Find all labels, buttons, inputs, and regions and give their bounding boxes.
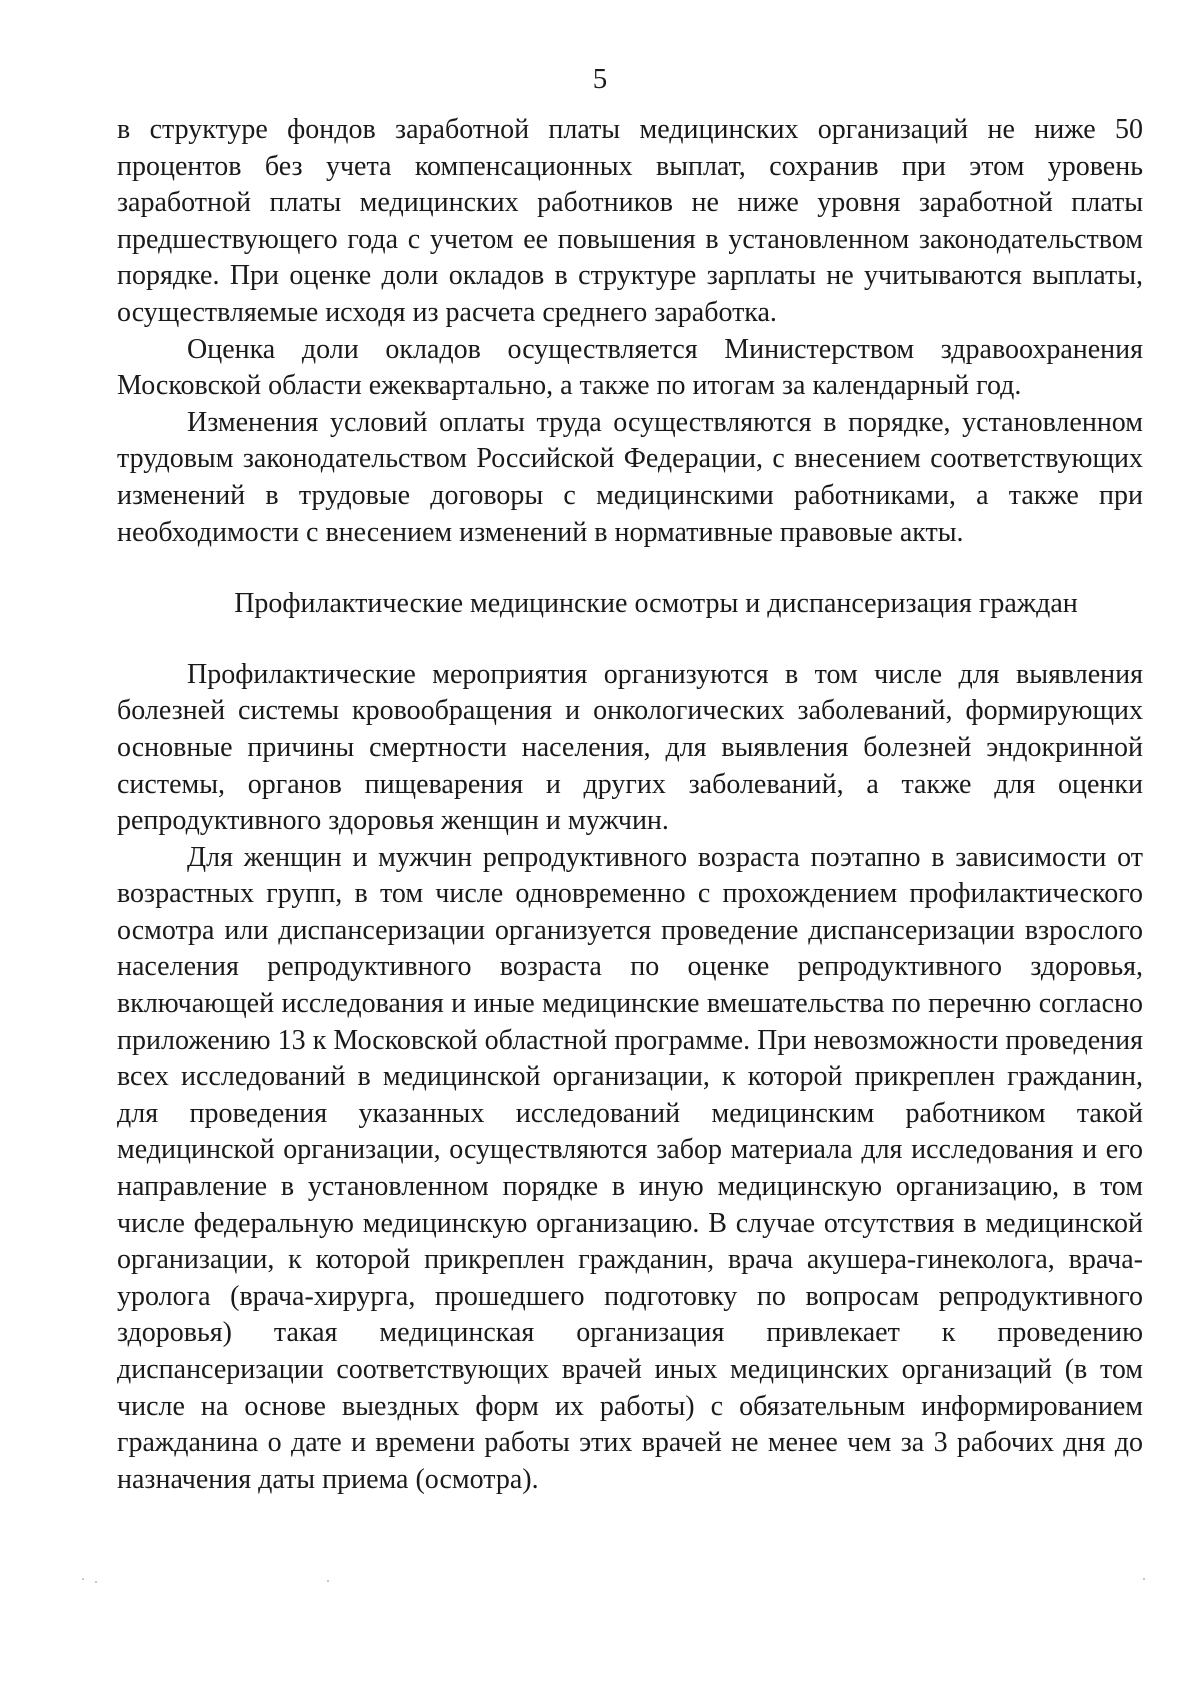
scan-artifact	[1143, 1578, 1145, 1580]
scan-artifact	[82, 1578, 84, 1580]
scan-artifact	[327, 1580, 329, 1582]
page-number: 5	[592, 63, 608, 95]
document-body	[117, 112, 1143, 1498]
scan-artifact	[95, 1581, 97, 1583]
paragraph-labor-conditions: Изменения условий оплаты труда осуществляются в порядке, установленном трудовым законодательством Российской Федерации, с внесением соответствующих изменений в трудовые договоры с медицинскими работниками, а также при необходимости с внесением изменений в нормативные правовые акты.	[117, 406, 1143, 548]
paragraph-salary-assessment: Оценка доли окладов осуществляется Министерством здравоохранения Московской области ежеквартально, а также по итогам за календарный год.	[117, 333, 1143, 402]
paragraph-preventive-measures: Профилактические мероприятия организуются в том числе для выявления болезней системы кровообращения и онкологических заболеваний, формирующих основные причины смертности населения, для выявления болезней эндокринной системы, органов пищеварения и других заболеваний, а также для оценки репродуктивного здоровья женщин и мужчин.	[117, 658, 1143, 837]
section-heading: Профилактические медицинские осмотры и диспансеризация граждан	[234, 588, 1078, 620]
paragraph-reproductive-health: Для женщин и мужчин репродуктивного возраста поэтапно в зависимости от возрастных групп, в том числе одновременно с прохождением профилактического осмотра или диспансеризации организуется проведение диспансеризации взрослого населения репродуктивного возраста по оценке репродуктивного здоровья, включающей исследования и иные медицинские вмешательства по перечню согласно приложению 13 к Московской областной программе. При невозможности проведения всех исследований в медицинской организации, к которой прикреплен гражданин, для проведения указанных исследований медицинским работником такой медицинской организации, осуществляются забор материала для исследования и его направление в установленном порядке в иную медицинскую организацию, в том числе федеральную медицинскую организацию. В случае отсутствия в медицинской организации, к которой прикреплен гражданин, врача акушера-гинеколога, врача-уролога (врача-хирурга, прошедшего подготовку по вопросам репродуктивного здоровья) такая медицинская организация привлекает к проведению диспансеризации соответствующих врачей иных медицинских организаций (в том числе на основе выездных форм их работы) с обязательным информированием гражданина о дате и времени работы этих врачей не менее чем за 3 рабочих дня до назначения даты приема (осмотра).	[117, 841, 1143, 1495]
paragraph-salary-structure: в структуре фондов заработной платы медицинских организаций не ниже 50 процентов без учета компенсационных выплат, сохранив при этом уровень заработной платы медицинских работников не ниже уровня заработной платы предшествующего года с учетом ее повышения в установленном законодательством порядке. При оценке доли окладов в структуре зарплаты не учитываются выплаты, осуществляемые исходя из расчета среднего заработка.	[117, 114, 1143, 328]
